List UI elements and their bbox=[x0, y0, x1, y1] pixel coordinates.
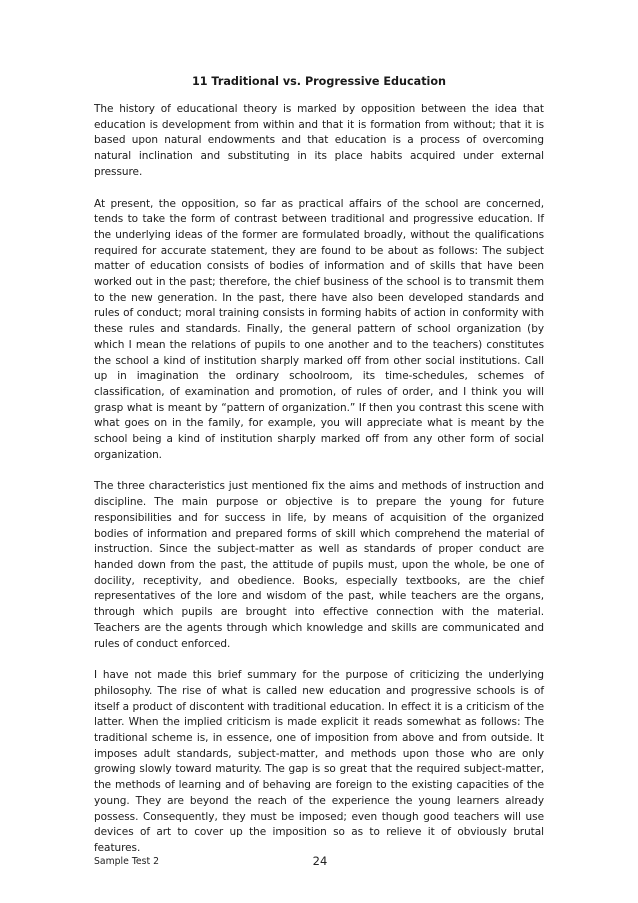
paragraph-2: At present, the opposition, so far as practical affairs of the school are concerned, tends to take the form of contrast between traditional and progressive education. If the underlying ideas of the former are formulated broadly, without the qualifications required for accurate statement, they are found to be about as follows: The subject matter of education consists of bodies of information and of skills that have been worked out in the past; therefore, the chief business of the school is to transmit them to the new generation. In the past, there have also been developed standards and rules of conduct; moral training consists in forming habits of action in conformity with these rules and standards. Finally, the general pattern of school organization (by which I mean the relations of pupils to one another and to the teachers) constitutes the school a kind of institution sharply marked off from other social institutions. Call up in imagination the ordinary schoolroom, its time-schedules, schemes of classification, of examination and promotion, of rules of order, and I think you will grasp what is meant by “pattern of organization.” If then you contrast this scene with what goes on in the family, for example, you will appreciate what is meant by the school being a kind of institution sharply marked off from any other form of social organization. bbox=[94, 197, 544, 461]
footer-label: Sample Test 2 bbox=[94, 856, 159, 867]
page-title: 11 Traditional vs. Progressive Education bbox=[191, 75, 447, 88]
paragraph-4: I have not made this brief summary for the purpose of criticizing the underlying philosophy. The rise of what is called new education and progressive schools is of itself a product of discontent with traditional education. In effect it is a criticism of the latter. When the implied criticism is made explicit it reads somewhat as follows: The traditional scheme is, in essence, one of imposition from above and from outside. It imposes adult standards, subject-matter, and methods upon those who are only growing slowly toward maturity. The gap is so great that the required subject-matter, the methods of learning and of behaving are foreign to the existing capacities of the young. They are beyond the reach of the experience the young learners already possess. Consequently, they must be imposed; even though good teachers will use devices of art to cover up the imposition so as to relieve it of obviously brutal features. bbox=[94, 669, 544, 854]
paragraph-3: The three characteristics just mentioned fix the aims and methods of instruction and discipline. The main purpose or objective is to prepare the young for future responsibilities and for success in life, by means of acquisition of the organized bodies of information and prepared forms of skill which comprehend the material of instruction. Since the subject-matter as well as standards of proper conduct are handed down from the past, the attitude of pupils must, upon the whole, be one of docility, receptivity, and obedience. Books, especially textbooks, are the chief representatives of the lore and wisdom of the past, while teachers are the organs, through which pupils are brought into effective connection with the material. Teachers are the agents through which knowledge and skills are communicated and rules of conduct enforced. bbox=[94, 480, 544, 650]
page-number: 24 bbox=[312, 854, 328, 868]
document-body bbox=[94, 102, 544, 873]
paragraph-1: The history of educational theory is marked by opposition between the idea that education is development from within and that it is formation from without; that it is based upon natural endowments and that education is a process of overcoming natural inclination and substituting in its place habits acquired under external pressure. bbox=[94, 103, 544, 178]
